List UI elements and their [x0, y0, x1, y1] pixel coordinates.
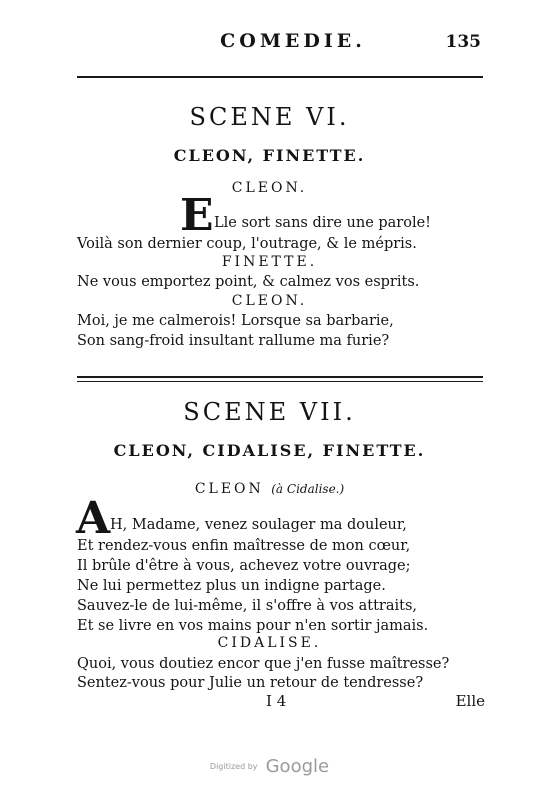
scene-7-title: SCENE VII.	[183, 398, 356, 426]
scene-divider-rule-thin	[77, 381, 483, 382]
running-head: COMEDIE.	[220, 30, 366, 52]
page-number: 135	[445, 32, 481, 52]
speaker-name: CLEON	[194, 481, 264, 497]
catchword: Elle	[455, 692, 485, 710]
verse-line: Son sang-froid insultant rallume ma furie?	[77, 333, 390, 349]
verse-line: Voilà son dernier coup, l'outrage, & le mépris.	[77, 236, 417, 252]
page-header	[0, 30, 539, 56]
verse-line: H, Madame, venez soulager ma douleur,	[110, 517, 407, 533]
google-logo: Google	[265, 756, 330, 777]
verse-line: Et se livre en vos mains pour n'en sortir jamais.	[77, 618, 429, 634]
scene-6-speaker-1: CLEON.	[231, 180, 308, 196]
verse-line: Quoi, vous doutiez encor que j'en fusse maîtresse?	[77, 656, 450, 672]
scene-7-speaker-2: CIDALISE.	[217, 635, 322, 651]
stage-direction: (à Cidalise.)	[271, 482, 345, 496]
verse-line: Et rendez-vous enfin maîtresse de mon cœur,	[77, 538, 411, 554]
digitized-by-text: Digitized by	[209, 762, 258, 771]
verse-line: Lle sort sans dire une parole!	[214, 215, 432, 231]
verse-line: Sentez-vous pour Julie un retour de tendresse?	[77, 675, 424, 691]
signature-mark: I 4	[266, 692, 287, 710]
scene-divider-rule	[77, 376, 483, 378]
verse-line: Ne vous emportez point, & calmez vos esprits.	[77, 274, 420, 290]
scene-6-title: SCENE VI.	[189, 103, 350, 131]
scene-7-cast: CLEON, CIDALISE, FINETTE.	[113, 441, 426, 460]
verse-line: Moi, je me calmerois! Lorsque sa barbarie,	[77, 313, 394, 329]
scene-7-drop-cap: A	[76, 493, 111, 544]
verse-line: Ne lui permettez plus un indigne partage.	[77, 578, 386, 594]
verse-line: Sauvez-le de lui-même, il s'offre à vos attraits,	[77, 598, 417, 614]
digitized-watermark	[0, 756, 539, 777]
scene-6-drop-cap: E	[180, 190, 214, 241]
page-footer	[0, 692, 539, 712]
header-rule	[77, 76, 483, 78]
scene-6-speaker-3: CLEON.	[231, 293, 308, 309]
scene-6-speaker-2: FINETTE.	[221, 254, 318, 270]
scene-6-cast: CLEON, FINETTE.	[173, 146, 366, 165]
verse-line: Il brûle d'être à vous, achevez votre ouvrage;	[77, 558, 411, 574]
